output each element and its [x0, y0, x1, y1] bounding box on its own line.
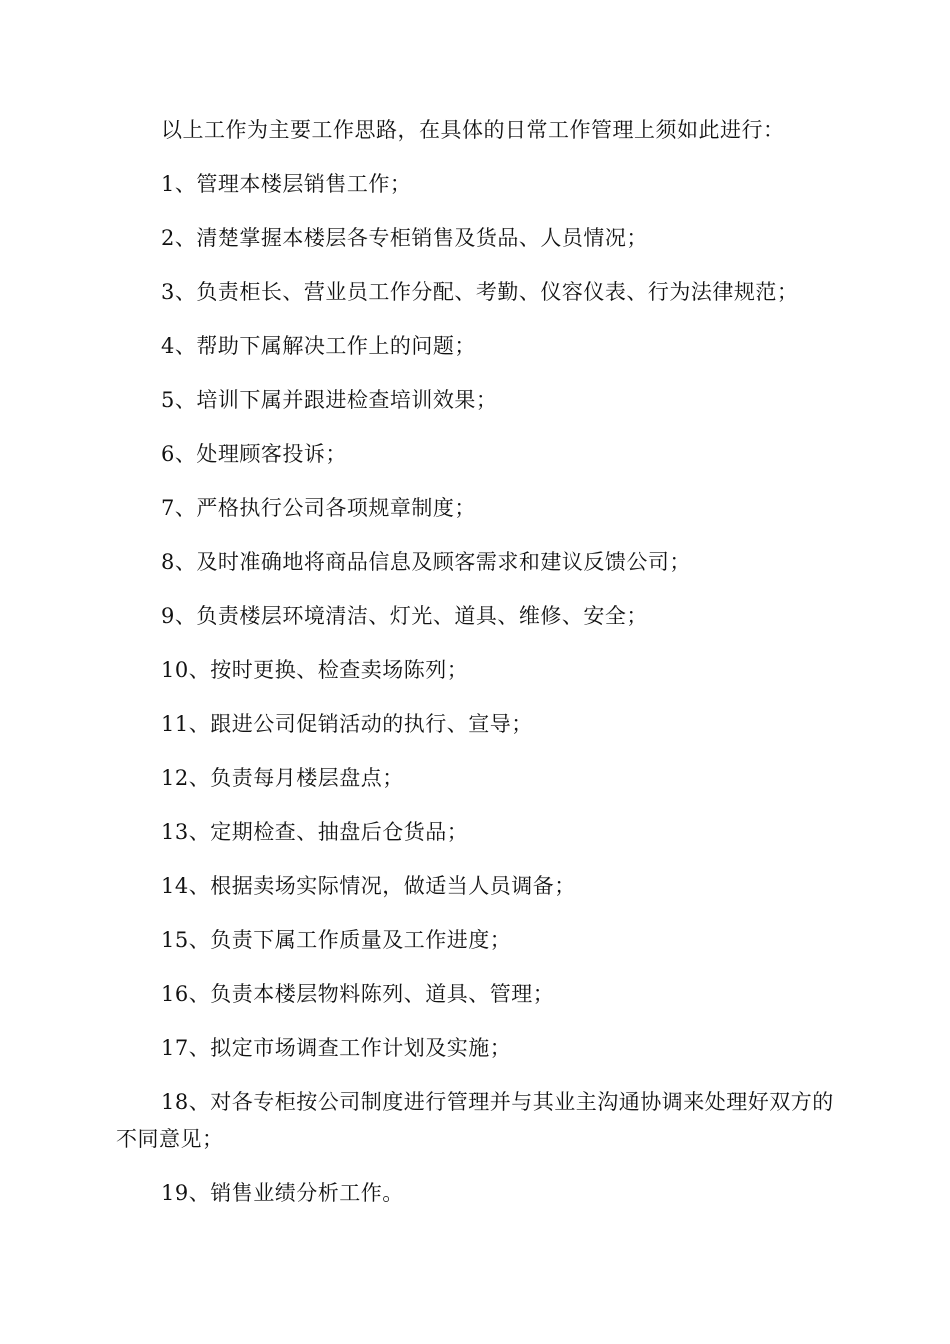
- list-item: 7、严格执行公司各项规章制度；: [161, 496, 476, 520]
- list-item: 14、根据卖场实际情况，做适当人员调备；: [161, 874, 576, 898]
- list-item: 15、负责下属工作质量及工作进度；: [161, 928, 512, 952]
- list-item: 17、拟定市场调查工作计划及实施；: [161, 1036, 512, 1060]
- list-item: 5、培训下属并跟进检查培训效果；: [161, 388, 498, 412]
- list-item: 8、及时准确地将商品信息及顾客需求和建议反馈公司；: [161, 550, 691, 574]
- list-item: 18、对各专柜按公司制度进行管理并与其业主沟通协调来处理好双方的不同意见；: [116, 1090, 834, 1151]
- document-body: [116, 112, 838, 1212]
- list-item: 2、清楚掌握本楼层各专柜销售及货品、人员情况；: [161, 226, 648, 250]
- list-item: 4、帮助下属解决工作上的问题；: [161, 334, 476, 358]
- list-item: 6、处理顾客投诉；: [161, 442, 347, 466]
- intro-paragraph: 以上工作为主要工作思路，在具体的日常工作管理上须如此进行：: [161, 118, 785, 142]
- list-item: 12、负责每月楼层盘点；: [161, 766, 404, 790]
- list-item: 1、管理本楼层销售工作；: [161, 172, 412, 196]
- list-item: 10、按时更换、检查卖场陈列；: [161, 658, 469, 682]
- list-item: 11、跟进公司促销活动的执行、宣导；: [161, 712, 533, 736]
- list-item: 19、销售业绩分析工作。: [161, 1181, 404, 1205]
- list-item: 3、负责柜长、营业员工作分配、考勤、仪容仪表、行为法律规范；: [161, 280, 799, 304]
- list-item: 9、负责楼层环境清洁、灯光、道具、维修、安全；: [161, 604, 648, 628]
- list-item: 16、负责本楼层物料陈列、道具、管理；: [161, 982, 555, 1006]
- list-item: 13、定期检查、抽盘后仓货品；: [161, 820, 469, 844]
